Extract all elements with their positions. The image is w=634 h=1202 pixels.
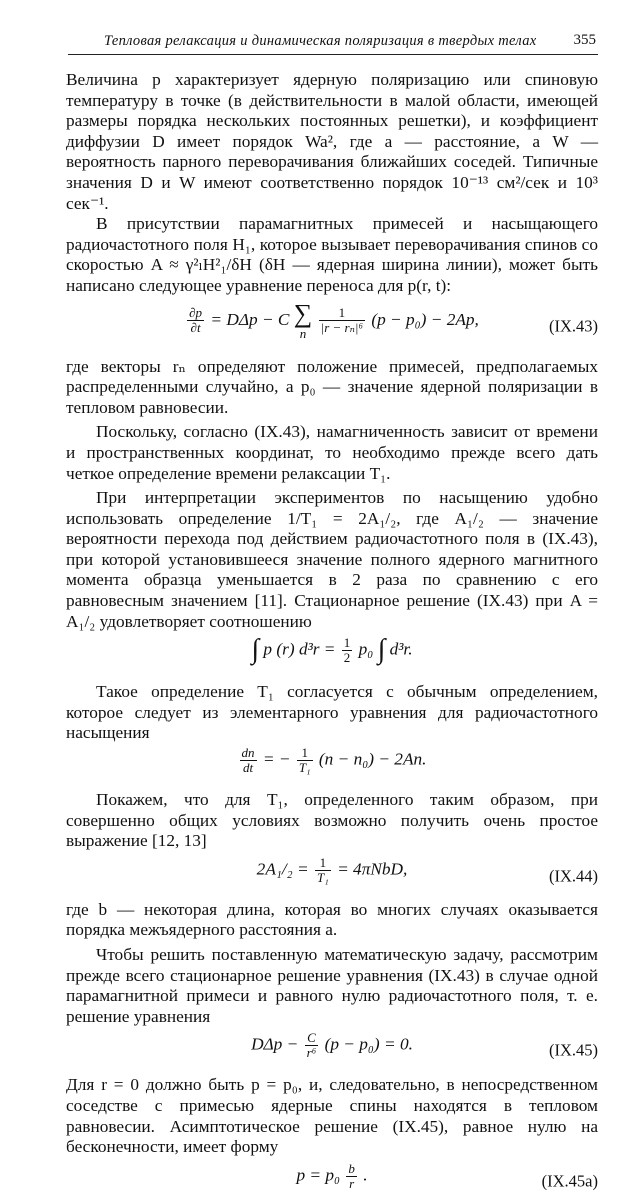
eq-term: (n − n₀) − 2An.: [318, 749, 427, 769]
eq-fraction: $\frac{C}{\text{r⁶}}$: [306, 1030, 317, 1061]
paragraph: В присутствии парамагнитных примесей и насыщающего радиочастотного поля H₁, которое вызывает переворачивания спинов со скоростью A ≈ γ²ₗH²₁/δH (δH — ядерная ширина линии), может быть написано следующее уравнение переноса для p(r, t):: [66, 214, 598, 295]
running-header: [68, 28, 598, 55]
eq-term: = DΔp − C: [210, 309, 290, 329]
eq-fraction: $\frac{b}{r}$: [348, 1160, 355, 1191]
equation-ix45a: [66, 1162, 598, 1202]
eq-term: = 4πNbD,: [337, 859, 408, 879]
paragraph: где b — некоторая длина, которая во многих случаях оказывается порядка межъядерного расстояния a.: [66, 899, 598, 940]
equation-number: (IX.43): [548, 316, 598, 336]
eq-term: p (r) d³r =: [263, 639, 336, 659]
body-text: [66, 70, 598, 1202]
equation-number: (IX.45a): [541, 1171, 598, 1191]
equation-ix45: [66, 1031, 598, 1071]
eq-term: .: [363, 1165, 368, 1185]
paragraph: При интерпретации экспериментов по насыщению удобно использовать определение 1/T₁ = 2A₁/₂, где A₁/₂ — значение вероятности перехода под действием радиочастотного поля в (IX.43), при которой установившееся значение полного ядерного магнитного момента образца уменьшается в 2 раза по сравнению с его равновесным значением [11]. Стационарное решение (IX.43) при A = A₁/₂ удовлетворяет соотношению: [66, 488, 598, 631]
eq-lhs-fraction: $\frac{\partial p}{\partial t}$: [189, 305, 203, 336]
paragraph: Такое определение T₁ согласуется с обычным определением, которое следует из элементарного уравнения для радиочастотного насыщения: [66, 682, 598, 743]
paragraph: где векторы rₙ определяют положение примесей, предполагаемых распределенными случайно, а p₀ — значение ядерной поляризации в тепловом равновесии.: [66, 356, 598, 417]
paragraph: Чтобы решить поставленную математическую задачу, рассмотрим прежде всего стационарное решение уравнения (IX.43) в случае одной парамагнитной примеси и равного нулю радиочастотного поля, т. е. решение уравнения: [66, 945, 598, 1026]
eq-term: DΔp −: [251, 1034, 299, 1054]
eq-term: = −: [262, 749, 291, 769]
eq-term: p = p₀: [296, 1165, 341, 1185]
paragraph: Для r = 0 должно быть p = p₀, и, следовательно, в непосредственном соседстве с примесью ядерные спины находятся в тепловом равновесии. Асимптотическое решение (IX.45), равное нулю на бесконечности, имеет форму: [66, 1075, 598, 1157]
paragraph: Покажем, что для T₁, определенного таким образом, при совершенно общих условиях возможно получить очень простое выражение [12, 13]: [66, 790, 598, 851]
eq-term: (p − p₀) = 0.: [324, 1034, 413, 1054]
paragraph: Величина p характеризует ядерную поляризацию или спиновую температуру в точке (в действительности в малой области, имеющей размеры порядка нескольких постоянных решетки), и коэффициент диффузии D имеет порядок Wa², где a — расстояние, а W — вероятность парного переворачивания ближайших соседей. Типичные значения D и W имеют соответственно порядок 10⁻¹³ см²/сек и 10³ сек⁻¹.: [66, 70, 598, 213]
page-number: 355: [573, 32, 596, 48]
equation-number: (IX.45): [548, 1041, 598, 1061]
paragraph: Поскольку, согласно (IX.43), намагниченность зависит от времени и пространственных координат, то необходимо прежде всего дать четкое определение времени релаксации T₁.: [66, 422, 598, 483]
eq-fraction: $\frac{1}{\text{T₁}}$: [298, 745, 311, 776]
eq-term: p₀: [358, 639, 374, 659]
equation-ix44: [66, 856, 598, 898]
equation-ix43: [66, 298, 598, 353]
eq-fraction: $\frac{1}{\text{T₁}}$: [317, 854, 329, 885]
integral-symbol: ∫: [377, 634, 386, 666]
equation-number: (IX.44): [548, 866, 598, 886]
eq-fraction: $\frac{1}{\text{|r − rₙ|⁶}}$: [320, 305, 363, 336]
eq-term: d³r.: [389, 639, 413, 659]
equation-integral: [66, 636, 598, 678]
header-title: Тепловая релаксация и динамическая поляризация в твердых телах: [104, 33, 537, 49]
eq-term: (p − p₀) − 2Ap,: [371, 309, 479, 329]
eq-fraction: $\frac{1}{2}$: [343, 635, 351, 666]
sum-symbol: ∑ n: [293, 298, 313, 341]
equation-saturation: [66, 746, 598, 786]
integral-symbol: ∫: [251, 634, 260, 666]
eq-lhs-fraction: $\frac{dn}{dt}$: [241, 745, 255, 776]
eq-term: 2A₁/₂ =: [256, 859, 309, 879]
